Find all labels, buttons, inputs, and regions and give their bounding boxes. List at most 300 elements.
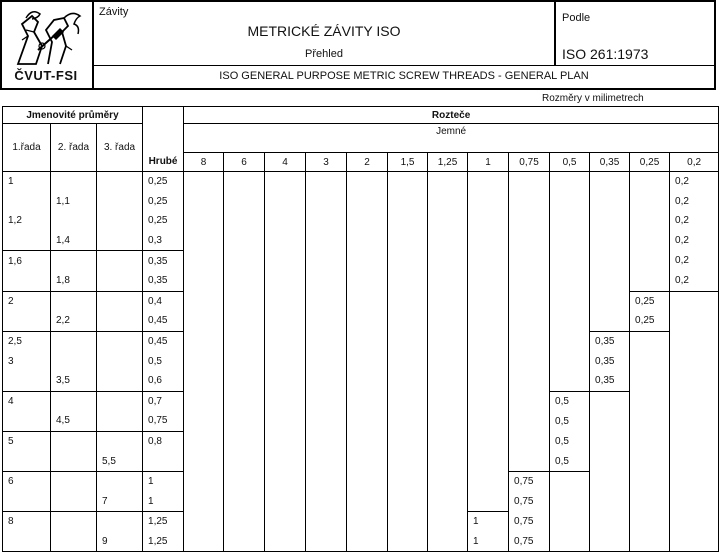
cell-fine	[630, 351, 670, 371]
cell-r2	[51, 391, 97, 411]
cell-hr: 1,25	[143, 512, 184, 532]
header-block	[0, 0, 716, 90]
cell-fine	[224, 512, 265, 532]
cell-fine	[428, 251, 468, 271]
cell-r2	[51, 431, 97, 451]
cell-hr: 0,7	[143, 391, 184, 411]
cell-fine	[590, 451, 630, 471]
cell-fine	[388, 532, 428, 552]
cell-fine	[347, 471, 388, 491]
table-row	[3, 311, 719, 331]
cell-fine	[347, 391, 388, 411]
cell-fine	[347, 431, 388, 451]
col-header-fine: 8	[184, 153, 224, 172]
cell-r1	[3, 492, 51, 512]
cell-r1: 3	[3, 351, 51, 371]
col-header-fine: 2	[347, 153, 388, 172]
cell-fine: 0,2	[670, 271, 719, 291]
cell-fine	[630, 512, 670, 532]
cell-fine	[630, 532, 670, 552]
cell-fine	[347, 311, 388, 331]
cell-hr: 0,8	[143, 431, 184, 451]
table-row	[3, 271, 719, 291]
cell-r1	[3, 311, 51, 331]
cell-fine	[550, 512, 590, 532]
col-header-fine: 4	[265, 153, 306, 172]
cell-fine	[388, 411, 428, 431]
cell-fine	[630, 211, 670, 231]
cell-fine	[468, 251, 509, 271]
cell-fine	[509, 211, 550, 231]
group-header-pitch: Rozteče	[184, 107, 719, 124]
cell-hr: 0,25	[143, 192, 184, 212]
cell-fine	[265, 211, 306, 231]
cell-fine	[224, 471, 265, 491]
cell-fine	[184, 311, 224, 331]
cell-fine	[670, 351, 719, 371]
cell-fine	[347, 331, 388, 351]
cell-fine	[509, 411, 550, 431]
cell-fine	[184, 371, 224, 391]
cell-fine	[306, 211, 347, 231]
cell-fine	[265, 172, 306, 192]
cell-fine	[509, 251, 550, 271]
cell-r2	[51, 291, 97, 311]
cell-fine	[428, 371, 468, 391]
cell-fine	[428, 451, 468, 471]
cell-fine	[550, 291, 590, 311]
cell-r1	[3, 271, 51, 291]
cell-hr: 0,6	[143, 371, 184, 391]
cell-r3	[97, 411, 143, 431]
cell-fine	[184, 291, 224, 311]
cell-fine	[265, 311, 306, 331]
cell-fine: 0,75	[509, 471, 550, 491]
cell-fine	[550, 471, 590, 491]
cell-fine	[468, 371, 509, 391]
table-row	[3, 532, 719, 552]
cell-fine	[184, 331, 224, 351]
cell-fine	[388, 451, 428, 471]
table-row	[3, 231, 719, 251]
col-header-fine: 0,75	[509, 153, 550, 172]
cell-fine	[347, 211, 388, 231]
table-row	[3, 351, 719, 371]
cell-fine	[468, 411, 509, 431]
cell-r2: 4,5	[51, 411, 97, 431]
page-title: METRICKÉ ZÁVITY ISO	[247, 23, 401, 39]
cell-fine	[468, 492, 509, 512]
cell-fine	[670, 311, 719, 331]
cell-fine	[347, 532, 388, 552]
cell-fine	[224, 271, 265, 291]
cell-fine	[224, 451, 265, 471]
cell-fine	[468, 451, 509, 471]
cell-hr: 1	[143, 471, 184, 491]
cell-fine	[388, 291, 428, 311]
cell-r3	[97, 512, 143, 532]
cell-fine	[550, 211, 590, 231]
col-header-rada1: 1.řada	[3, 124, 51, 172]
cell-fine	[509, 451, 550, 471]
cell-fine	[224, 291, 265, 311]
cell-fine	[265, 411, 306, 431]
cell-fine	[468, 211, 509, 231]
cell-fine	[265, 331, 306, 351]
cell-fine	[670, 471, 719, 491]
cell-fine	[347, 451, 388, 471]
cell-fine	[224, 492, 265, 512]
cell-fine	[306, 311, 347, 331]
cell-fine	[224, 231, 265, 251]
cell-fine	[224, 211, 265, 231]
cell-fine	[184, 451, 224, 471]
cell-fine: 0,25	[630, 311, 670, 331]
cell-fine	[265, 271, 306, 291]
table-row	[3, 172, 719, 192]
cell-r2	[51, 251, 97, 271]
cell-fine	[428, 331, 468, 351]
cell-fine	[509, 391, 550, 411]
cell-fine	[265, 471, 306, 491]
col-header-fine: 1	[468, 153, 509, 172]
table-row	[3, 471, 719, 491]
cell-hr: 0,3	[143, 231, 184, 251]
standard-number: ISO 261:1973	[562, 46, 649, 62]
cell-fine	[428, 391, 468, 411]
cell-r2: 2,2	[51, 311, 97, 331]
cell-r3: 5,5	[97, 451, 143, 471]
cell-fine	[184, 471, 224, 491]
cell-fine: 0,75	[509, 492, 550, 512]
cell-fine	[306, 492, 347, 512]
cell-fine	[265, 351, 306, 371]
cell-fine	[468, 311, 509, 331]
cell-fine	[224, 371, 265, 391]
cell-fine	[184, 512, 224, 532]
col-header-fine: 0,35	[590, 153, 630, 172]
cell-fine	[509, 331, 550, 351]
col-header-fine: 6	[224, 153, 265, 172]
cell-fine	[550, 371, 590, 391]
cell-r2	[51, 492, 97, 512]
cell-fine	[509, 431, 550, 451]
title-cell	[94, 2, 556, 66]
cell-fine: 0,2	[670, 172, 719, 192]
cell-r2: 1,4	[51, 231, 97, 251]
cell-r2	[51, 512, 97, 532]
cell-fine	[388, 192, 428, 212]
cell-fine	[224, 311, 265, 331]
cell-fine	[347, 351, 388, 371]
cell-fine	[630, 391, 670, 411]
cell-fine	[428, 192, 468, 212]
cell-r1	[3, 411, 51, 431]
cell-r1: 1,6	[3, 251, 51, 271]
cell-fine	[388, 172, 428, 192]
col-header-fine: 0,5	[550, 153, 590, 172]
cell-r1: 6	[3, 471, 51, 491]
cell-fine	[184, 231, 224, 251]
cell-r3	[97, 391, 143, 411]
cell-fine	[388, 371, 428, 391]
cell-fine	[184, 391, 224, 411]
cell-fine	[670, 331, 719, 351]
cell-r2	[51, 211, 97, 231]
cell-fine	[306, 451, 347, 471]
table-row	[3, 291, 719, 311]
cell-fine	[630, 231, 670, 251]
cell-hr: 1	[143, 492, 184, 512]
cell-fine	[265, 391, 306, 411]
cell-fine: 1	[468, 512, 509, 532]
cell-fine	[630, 411, 670, 431]
cell-fine	[630, 331, 670, 351]
logo-text: ČVUT-FSI	[14, 68, 78, 83]
cell-fine	[509, 311, 550, 331]
cell-r1	[3, 532, 51, 552]
cell-fine	[509, 371, 550, 391]
cell-fine	[550, 331, 590, 351]
cell-fine	[388, 331, 428, 351]
cell-fine	[347, 492, 388, 512]
cell-r1	[3, 231, 51, 251]
cell-fine	[468, 431, 509, 451]
cell-fine	[306, 351, 347, 371]
cell-fine	[428, 211, 468, 231]
cell-hr: 0,75	[143, 411, 184, 431]
cell-fine	[347, 291, 388, 311]
cell-r1: 5	[3, 431, 51, 451]
cell-r3	[97, 351, 143, 371]
cell-r1: 8	[3, 512, 51, 532]
cell-r2: 3,5	[51, 371, 97, 391]
col-header-fine: 0,2	[670, 153, 719, 172]
cell-fine	[347, 172, 388, 192]
table-row	[3, 391, 719, 411]
cell-fine	[306, 331, 347, 351]
cell-fine	[590, 172, 630, 192]
cell-fine: 0,5	[550, 391, 590, 411]
cell-r2	[51, 451, 97, 471]
cell-fine	[428, 532, 468, 552]
cell-fine	[306, 411, 347, 431]
cell-fine	[590, 231, 630, 251]
cell-fine	[388, 231, 428, 251]
cell-hr: 0,4	[143, 291, 184, 311]
cell-fine	[388, 391, 428, 411]
cell-fine	[590, 211, 630, 231]
cell-fine: 0,5	[550, 451, 590, 471]
cell-hr: 0,25	[143, 172, 184, 192]
cell-fine: 0,2	[670, 211, 719, 231]
cell-fine	[306, 431, 347, 451]
cell-fine	[670, 411, 719, 431]
cell-fine	[184, 192, 224, 212]
col-header-fine: 1,25	[428, 153, 468, 172]
cell-fine	[590, 532, 630, 552]
cell-fine	[184, 411, 224, 431]
page-subtitle: Přehled	[305, 48, 343, 60]
cell-fine	[630, 492, 670, 512]
cell-fine	[224, 391, 265, 411]
cell-r2	[51, 331, 97, 351]
cell-fine: 0,2	[670, 192, 719, 212]
cell-fine	[630, 192, 670, 212]
cell-fine	[630, 271, 670, 291]
cell-fine	[590, 311, 630, 331]
cell-fine	[265, 251, 306, 271]
cell-r1	[3, 192, 51, 212]
table-row	[3, 492, 719, 512]
cell-fine	[265, 431, 306, 451]
cell-r3	[97, 371, 143, 391]
cell-fine	[468, 172, 509, 192]
cell-fine	[670, 431, 719, 451]
cell-fine	[306, 371, 347, 391]
cell-r1: 2,5	[3, 331, 51, 351]
cell-fine	[265, 492, 306, 512]
cell-fine: 0,5	[550, 411, 590, 431]
cell-r1: 2	[3, 291, 51, 311]
cell-fine	[670, 291, 719, 311]
cell-fine	[468, 471, 509, 491]
cell-fine	[388, 492, 428, 512]
cell-fine: 0,2	[670, 251, 719, 271]
cell-hr: 0,45	[143, 311, 184, 331]
cell-fine	[306, 231, 347, 251]
cell-fine	[550, 231, 590, 251]
cell-fine	[428, 431, 468, 451]
units-note: Rozměry v milimetrech	[542, 93, 644, 104]
cell-r2	[51, 532, 97, 552]
cell-r3	[97, 431, 143, 451]
cell-fine	[509, 271, 550, 291]
col-header-fine: 1,5	[388, 153, 428, 172]
table-row	[3, 451, 719, 471]
cell-r3	[97, 471, 143, 491]
cell-fine	[468, 331, 509, 351]
table-row	[3, 251, 719, 271]
cell-fine	[468, 391, 509, 411]
cell-fine	[468, 291, 509, 311]
cell-r2	[51, 351, 97, 371]
category-label: Závity	[99, 6, 129, 18]
cell-r3	[97, 231, 143, 251]
cell-fine	[306, 291, 347, 311]
cell-r3	[97, 172, 143, 192]
cell-fine	[550, 492, 590, 512]
cell-r1: 4	[3, 391, 51, 411]
cell-fine	[550, 192, 590, 212]
col-header-rada3: 3. řada	[97, 124, 143, 172]
cell-fine	[184, 492, 224, 512]
table-row	[3, 512, 719, 532]
cell-fine: 0,35	[590, 351, 630, 371]
cell-fine	[630, 371, 670, 391]
plan-title: ISO GENERAL PURPOSE METRIC SCREW THREADS - GENERAL PLAN	[219, 70, 589, 82]
table-row	[3, 431, 719, 451]
cell-fine	[224, 251, 265, 271]
cell-fine	[388, 271, 428, 291]
cell-hr: 0,35	[143, 251, 184, 271]
cell-fine: 1	[468, 532, 509, 552]
subheader-jemne: Jemné	[184, 124, 719, 153]
cell-fine	[590, 471, 630, 491]
cell-fine	[388, 251, 428, 271]
cell-hr	[143, 451, 184, 471]
cell-fine	[224, 192, 265, 212]
cell-fine	[428, 351, 468, 371]
thread-table	[2, 106, 719, 552]
cell-fine	[428, 311, 468, 331]
lion-emblem-icon	[8, 6, 86, 68]
cell-fine	[388, 311, 428, 331]
cell-fine	[550, 532, 590, 552]
cell-r1	[3, 371, 51, 391]
cell-fine	[428, 471, 468, 491]
cell-fine	[550, 172, 590, 192]
cell-fine	[509, 192, 550, 212]
cell-fine	[550, 351, 590, 371]
cell-fine	[670, 451, 719, 471]
cell-fine	[184, 532, 224, 552]
cell-fine	[590, 391, 630, 411]
cell-fine	[347, 371, 388, 391]
cell-fine	[184, 351, 224, 371]
cell-fine	[224, 331, 265, 351]
table-row	[3, 192, 719, 212]
cell-fine	[590, 431, 630, 451]
cell-hr: 0,35	[143, 271, 184, 291]
cell-r2: 1,1	[51, 192, 97, 212]
cell-fine	[590, 271, 630, 291]
cell-r3	[97, 271, 143, 291]
cell-hr: 0,45	[143, 331, 184, 351]
cell-fine	[550, 311, 590, 331]
cell-fine	[388, 431, 428, 451]
cell-fine	[265, 371, 306, 391]
cell-r3	[97, 192, 143, 212]
group-header-diameters: Jmenovité průměry	[3, 107, 143, 124]
cell-fine	[265, 451, 306, 471]
cell-fine	[224, 351, 265, 371]
cell-fine	[509, 291, 550, 311]
cell-fine	[630, 451, 670, 471]
cell-r1: 1	[3, 172, 51, 192]
cell-fine	[590, 512, 630, 532]
cell-r3	[97, 331, 143, 351]
cell-fine	[347, 231, 388, 251]
cell-fine	[670, 391, 719, 411]
cell-fine	[590, 411, 630, 431]
cell-r3: 7	[97, 492, 143, 512]
cell-fine	[388, 211, 428, 231]
cell-fine: 0,2	[670, 231, 719, 251]
cell-fine	[347, 512, 388, 532]
col-header-fine: 0,25	[630, 153, 670, 172]
table-row	[3, 371, 719, 391]
cell-fine	[306, 512, 347, 532]
cell-fine	[509, 172, 550, 192]
cell-r1: 1,2	[3, 211, 51, 231]
cell-fine	[428, 231, 468, 251]
cell-r3	[97, 311, 143, 331]
cell-fine	[224, 431, 265, 451]
cell-hr: 0,5	[143, 351, 184, 371]
cell-fine: 0,75	[509, 512, 550, 532]
cell-fine	[630, 471, 670, 491]
